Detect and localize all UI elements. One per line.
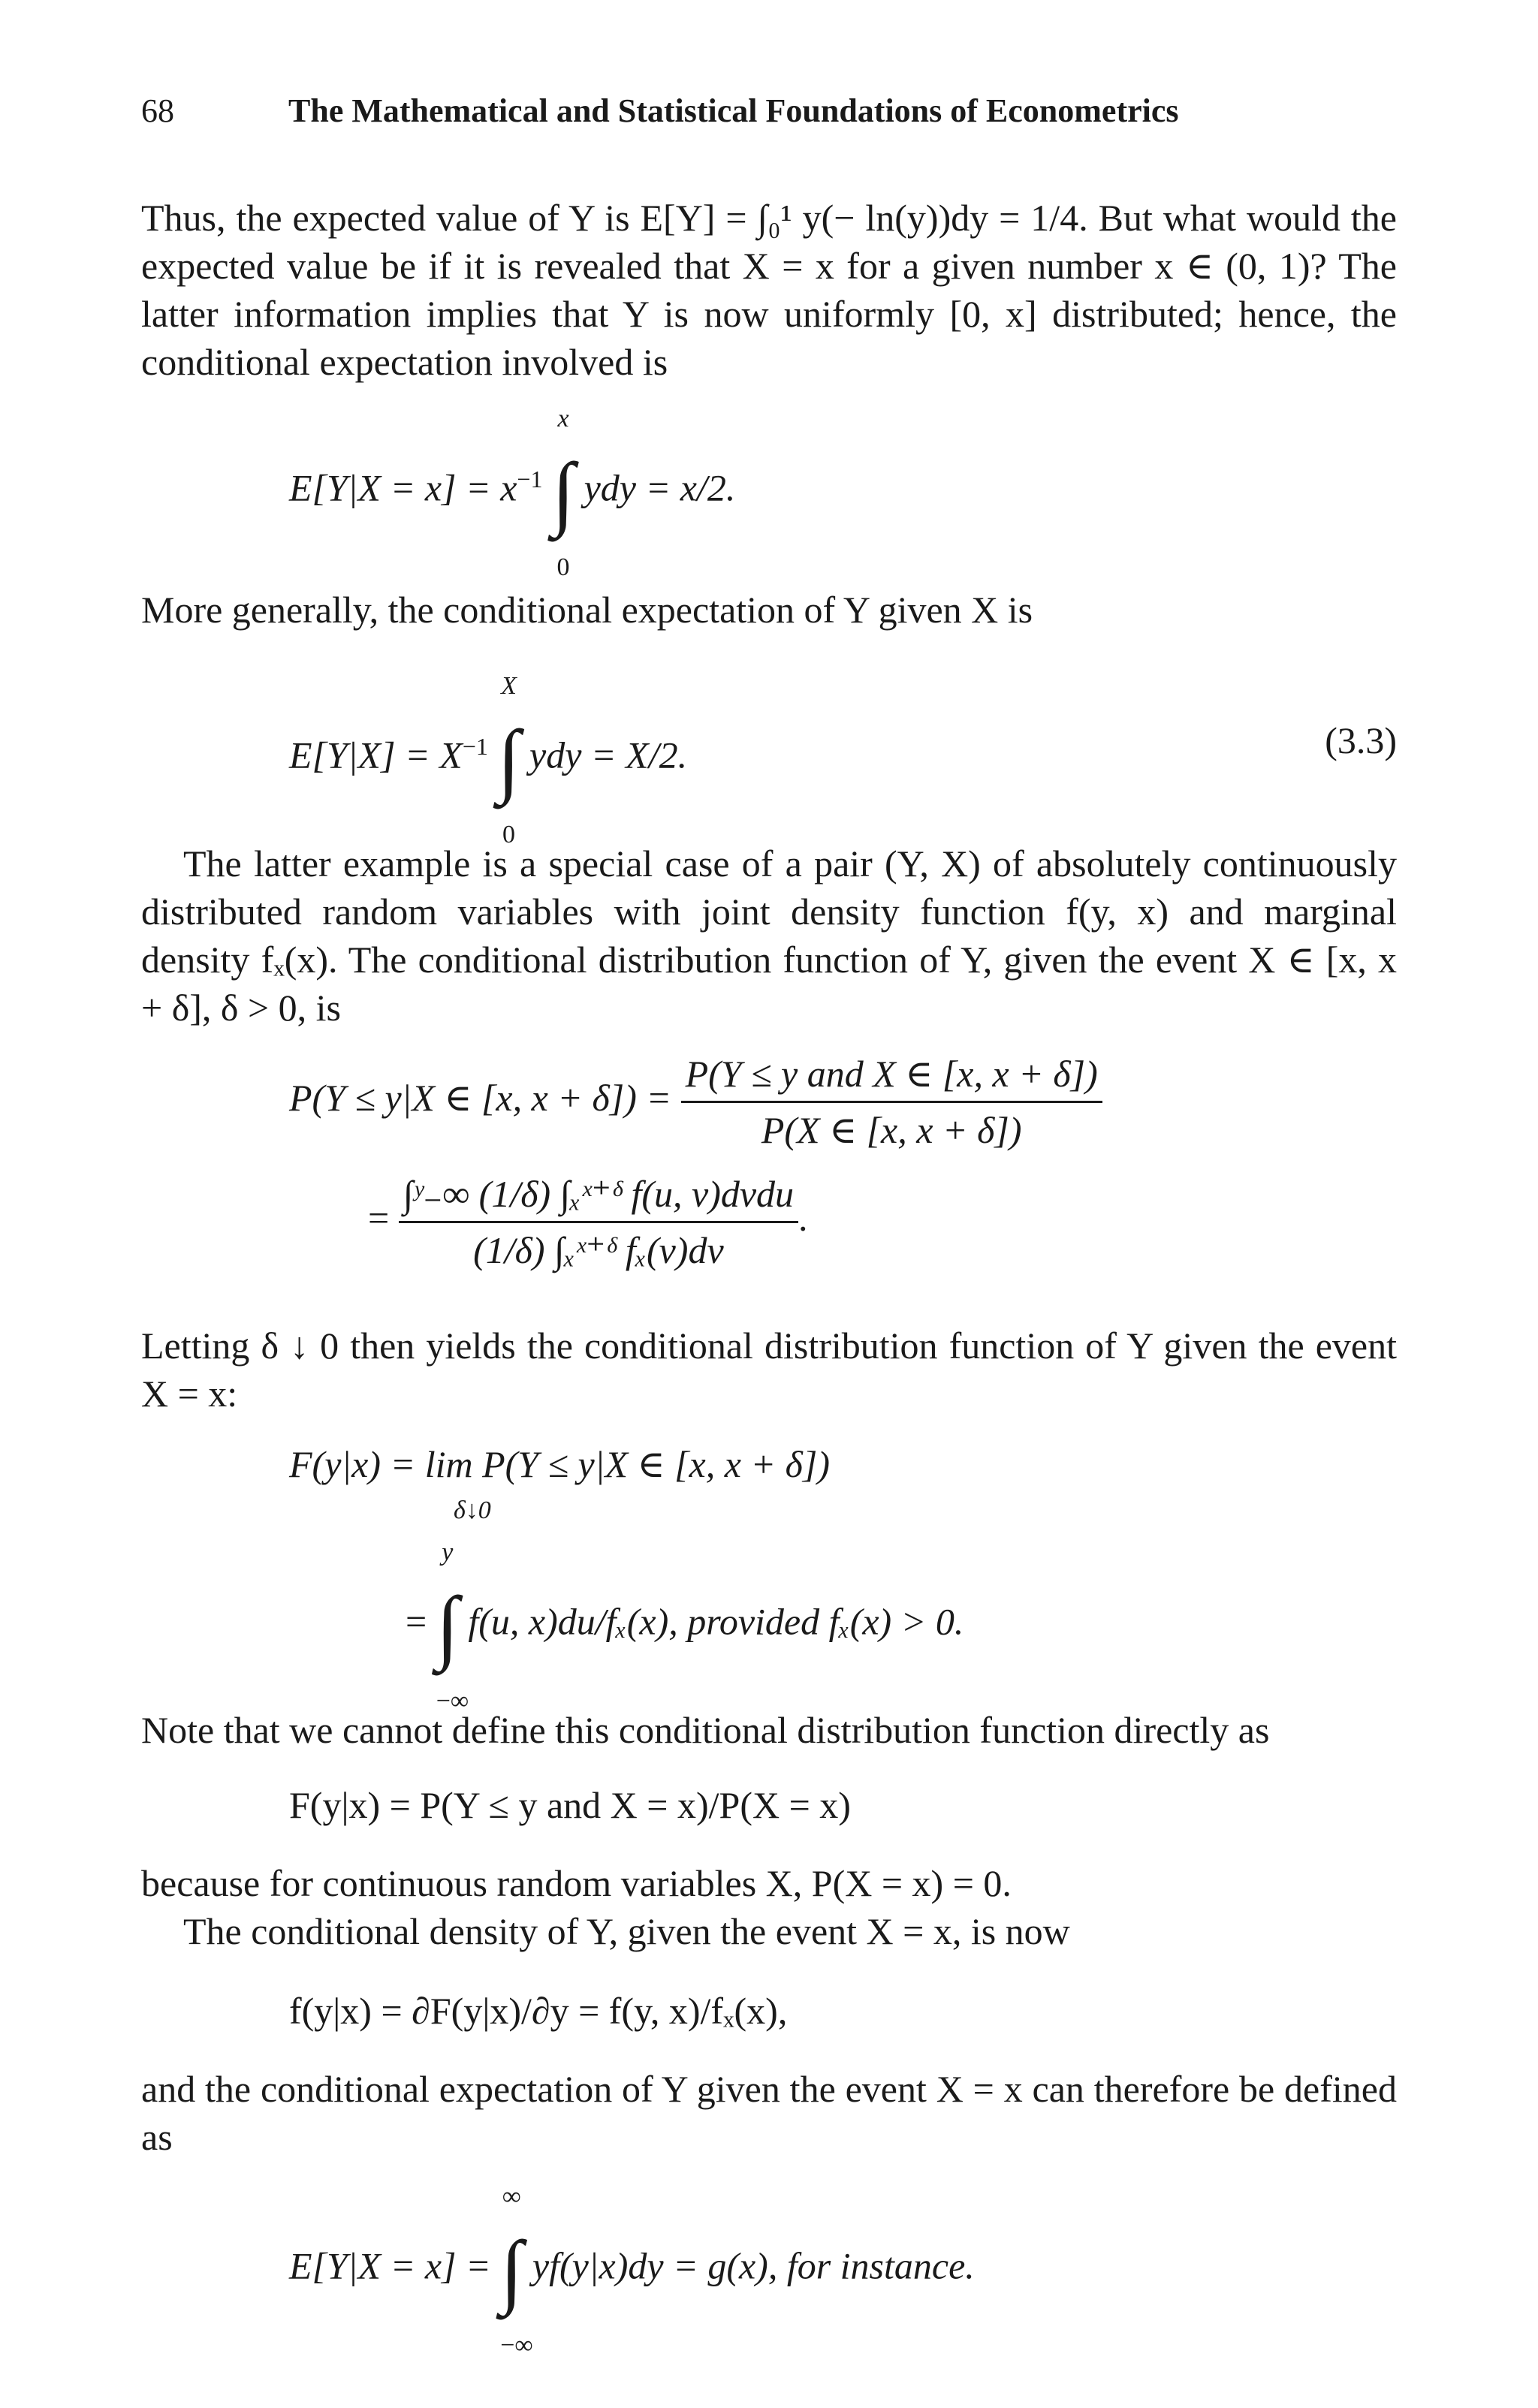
eq2-lhs: E[Y|X] = X xyxy=(289,734,463,776)
eq4-numerator: ∫ʸ₋∞ (1/δ) ∫ₓˣ⁺ᵟ f(u, v)dvdu xyxy=(399,1171,798,1223)
paragraph-note-define: Note that we cannot define this conditional distribution function directly as xyxy=(141,1709,1270,1751)
eq5-lhs: F(y|x) = lim P(Y ≤ y|X ∈ [x, x + δ]) xyxy=(289,1443,830,1485)
eq6-rhs: f(u, x)du/fₓ(x), provided fₓ(x) > 0. xyxy=(468,1600,964,1643)
integral-sign-icon: ∫ xyxy=(500,2224,523,2316)
eq4-fraction xyxy=(399,1171,798,1273)
eq2-lower-limit: 0 xyxy=(502,821,515,848)
eq1-lower-limit: 0 xyxy=(556,553,570,581)
eq6-integral xyxy=(436,1539,469,1715)
running-head xyxy=(141,89,1397,134)
eq1-lhs: E[Y|X = x] = x xyxy=(289,466,517,509)
eq9-lhs: E[Y|X = x] = xyxy=(289,2244,491,2287)
equation-naive-definition: F(y|x) = P(Y ≤ y and X = x)/P(X = x) xyxy=(289,1784,851,1826)
eq1-upper-limit: x xyxy=(557,405,569,432)
eq2-integral xyxy=(497,672,520,848)
equation-conditional-cdf xyxy=(406,1539,964,1715)
paragraph-conditional-expectation-defined: and the conditional expectation of Y given the event X = x can therefore be defined as xyxy=(141,2068,1397,2158)
equation-conditional-expectation-x xyxy=(289,405,736,581)
eq4-denominator: (1/δ) ∫ₓˣ⁺ᵟ fₓ(v)dv xyxy=(473,1229,724,1271)
equation-conditional-density: f(y|x) = ∂F(y|x)/∂y = f(y, x)/fₓ(x), xyxy=(289,1990,788,2032)
equals-sign: = xyxy=(368,1196,390,1239)
running-title: The Mathematical and Statistical Foundations of Econometrics xyxy=(288,92,1179,129)
eq3-lhs: P(Y ≤ y|X ∈ [x, x + δ]) = xyxy=(289,1076,672,1119)
paragraph-letting-delta: Letting δ ↓ 0 then yields the conditional distribution function of Y given the event X = x: xyxy=(141,1325,1397,1415)
eq1-integral xyxy=(551,405,575,581)
eq9-lower-limit: −∞ xyxy=(500,2331,533,2359)
eq6-lower-limit: −∞ xyxy=(436,1687,469,1715)
page-number: 68 xyxy=(141,92,174,129)
eq2-exponent: −1 xyxy=(462,732,488,760)
equation-3-3 xyxy=(289,672,688,848)
eq5-limit-subscript: δ↓0 xyxy=(454,1496,491,1524)
period: . xyxy=(798,1196,808,1239)
eq9-upper-limit: ∞ xyxy=(502,2183,521,2211)
paragraph-conditional-density: The conditional density of Y, given the event X = x, is now xyxy=(183,1910,1070,1952)
eq9-integral xyxy=(500,2183,533,2359)
integral-sign-icon: ∫ xyxy=(497,713,520,805)
eq2-upper-limit: X xyxy=(501,672,517,700)
equation-integral-ratio xyxy=(368,1171,808,1273)
equals-sign: = xyxy=(406,1600,427,1643)
eq3-numerator: P(Y ≤ y and X ∈ [x, x + δ]) xyxy=(681,1051,1102,1103)
paragraph-because-continuous: because for continuous random variables X, P(X = x) = 0. xyxy=(141,1862,1012,1904)
integral-sign-icon: ∫ xyxy=(436,1580,459,1671)
eq3-denominator: P(X ∈ [x, x + δ]) xyxy=(761,1109,1022,1151)
eq3-fraction xyxy=(681,1051,1102,1153)
eq2-rhs: ydy = X/2. xyxy=(529,734,688,776)
integral-sign-icon: ∫ xyxy=(551,446,575,538)
equation-conditional-expectation-gx xyxy=(289,2183,975,2359)
eq1-exponent: −1 xyxy=(517,465,543,493)
eq9-rhs: yf(y|x)dy = g(x), for instance. xyxy=(532,2244,975,2287)
equation-limit-definition xyxy=(289,1442,830,1487)
eq1-rhs: ydy = x/2. xyxy=(584,466,736,509)
equation-number: (3.3) xyxy=(1325,719,1397,761)
paragraph-more-generally: More generally, the conditional expectation of Y given X is xyxy=(141,589,1033,631)
eq6-upper-limit: y xyxy=(442,1539,454,1566)
equation-conditional-distribution-interval xyxy=(289,1051,1102,1153)
paragraph-special-case: The latter example is a special case of a pair (Y, X) of absolutely continuously distributed random variables with joint density function f(y, x) and marginal density fₓ(x). The conditional distribution function of Y, given the event X ∈ [x, x + δ], δ > 0, is xyxy=(141,842,1397,1029)
paragraph-expected-value: Thus, the expected value of Y is E[Y] = ∫₀¹ y(− ln(y))dy = 1/4. But what would the expected value be if it is revealed that X = x for a given number x ∈ (0, 1)? The latter information implies that Y is now uniformly [0, x] distributed; hence, the conditional expectation involved is xyxy=(141,197,1397,383)
